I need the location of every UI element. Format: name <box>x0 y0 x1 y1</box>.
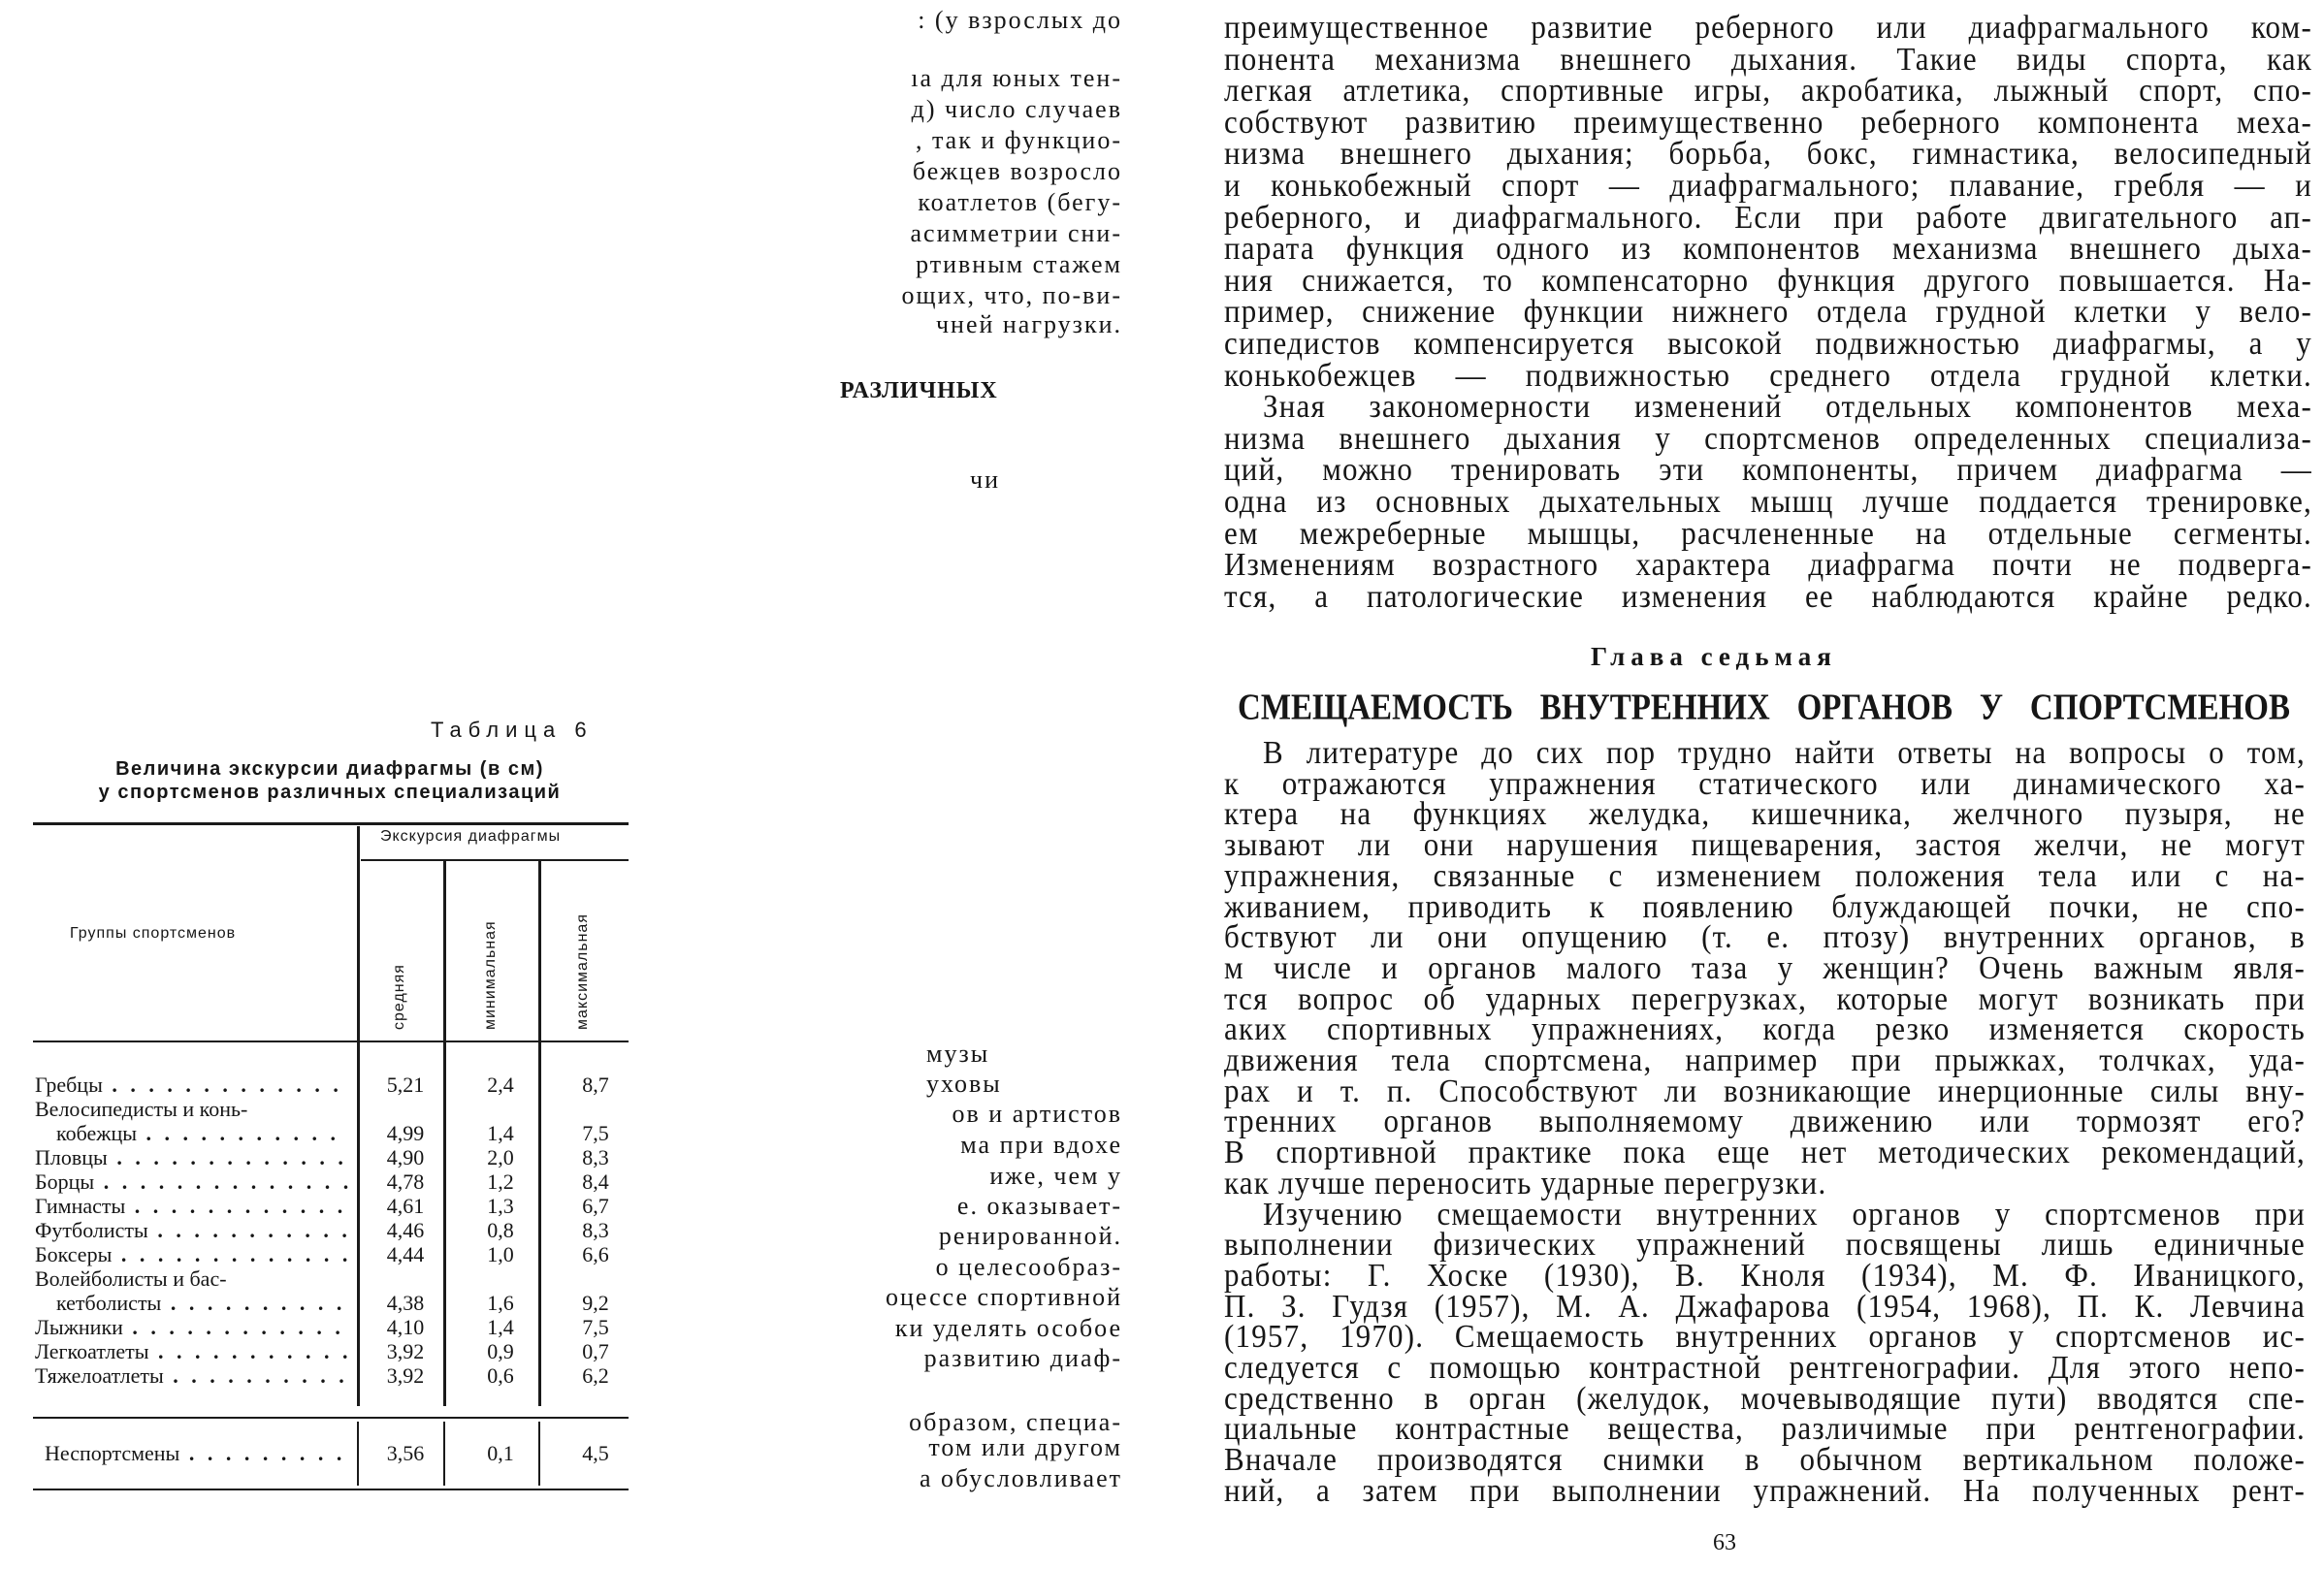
span-underline <box>361 859 629 861</box>
table-top-rule <box>33 822 629 825</box>
text-line: ем межреберные мышцы, расчлененные на отдельные сегменты. <box>1224 514 2312 551</box>
text-line: : (у взрослых до <box>918 6 1122 34</box>
text-line: иже, чем у <box>989 1162 1122 1190</box>
text-line: асимметрии сни- <box>910 219 1122 247</box>
chapter-label: Глава седьмая <box>1591 642 1837 671</box>
row-value: 2,0 <box>487 1145 514 1169</box>
text-line: рах и т. п. Способствуют ли возникающие инерционные силы вну- <box>1224 1072 2306 1109</box>
row-value: 7,5 <box>582 1315 609 1339</box>
row-value: 8,3 <box>582 1145 609 1169</box>
row-value: 3,92 <box>386 1339 425 1363</box>
row-value: 1,0 <box>487 1242 514 1266</box>
text-line: ния снижается, то компенсаторно функция другого повышается. На- <box>1224 261 2312 299</box>
row-value: 4,99 <box>386 1121 425 1145</box>
table-divider-line <box>357 1422 359 1486</box>
row-name: Велосипедисты и конь- <box>35 1097 248 1121</box>
chapter-title: СМЕЩАЕМОСТЬ ВНУТРЕННИХ ОРГАНОВ У СПОРТСМЕНОВ <box>1238 688 2290 728</box>
row-value: 6,7 <box>582 1194 609 1218</box>
text-line: ıа для юных тен- <box>911 64 1122 92</box>
text-line: чней нагрузки. <box>935 310 1122 338</box>
row-value: 1,3 <box>487 1194 514 1218</box>
row-name: кобежцы . . . <box>56 1121 349 1145</box>
text-line: , так и функцио- <box>916 126 1122 154</box>
text-line: конькобежцев — подвижностью среднего отдела грудной клетки. <box>1224 356 2312 393</box>
row-name: Гимнасты . . . <box>35 1194 349 1218</box>
row-name: Легкоатлеты . . . <box>35 1339 349 1363</box>
text-line: к отражаются упражнения статического или динамического ха- <box>1224 764 2306 802</box>
text-line: и конькобежный спорт — диафрагмального; плавание, гребля — и <box>1224 166 2312 204</box>
text-line: бствуют ли они опущению (т. е. птозу) внутренних органов, в <box>1224 917 2306 955</box>
row-name: Борцы . . . <box>35 1169 349 1194</box>
row-value: 4,44 <box>386 1242 425 1266</box>
row-name: Боксеры . . . <box>35 1242 349 1266</box>
text-line: аких спортивных упражнениях, когда резко изменяется скорость <box>1224 1009 2306 1047</box>
text-line: низма внешнего дыхания у спортсменов определенных специализа- <box>1224 419 2312 457</box>
text-line: ций, можно тренировать эти компоненты, причем диафрагма — <box>1224 450 2312 488</box>
text-line: Зная закономерности изменений отдельных компонентов меха- <box>1263 387 2312 425</box>
table-bottom-rule <box>33 1489 629 1490</box>
row-name: кетболисты . . . <box>56 1291 349 1315</box>
text-line: е. оказывает- <box>956 1192 1122 1220</box>
text-line: движения тела спортсмена, например при прыжках, толчках, уда- <box>1224 1041 2306 1078</box>
text-line: (1957, 1970). Смещаемость внутренних органов у спортсменов ис- <box>1224 1317 2306 1355</box>
row-name: Гребцы . . . <box>35 1073 349 1097</box>
text-line: средственно в орган (желудок, мочевыводящие пути) вводятся спе- <box>1224 1379 2306 1417</box>
span-header: Экскурсия диафрагмы <box>380 828 562 845</box>
control-group-rule <box>33 1417 629 1419</box>
text-line: В спортивной практике пока еще нет методических рекомендаций, <box>1224 1133 2306 1170</box>
row-value: 0,6 <box>487 1363 514 1388</box>
text-line: а обусловливает <box>920 1464 1122 1492</box>
control-row-value: 0,1 <box>487 1441 514 1465</box>
table-label: Таблица 6 <box>431 718 594 742</box>
row-value: 0,9 <box>487 1339 514 1363</box>
row-value: 1,4 <box>487 1315 514 1339</box>
text-line: как лучше переносить ударные перегрузки. <box>1224 1164 1827 1201</box>
text-line: П. З. Гудзя (1957), М. А. Джафарова (1954, 1968), П. К. Левчина <box>1224 1287 2306 1324</box>
text-line: ов и артистов <box>952 1100 1122 1128</box>
control-row-value: 4,5 <box>582 1441 609 1465</box>
page-number: 63 <box>1713 1530 1736 1555</box>
row-value: 4,38 <box>386 1291 425 1315</box>
text-line: собствуют развитию преимущественно реберного компонента меха- <box>1224 103 2312 141</box>
row-value: 0,8 <box>487 1218 514 1242</box>
text-fragment: чи <box>970 465 1000 494</box>
row-value: 4,10 <box>386 1315 425 1339</box>
control-row-name: Неспортсмены . . . <box>45 1441 349 1465</box>
text-line: преимущественное развитие реберного или диафрагмального ком- <box>1224 8 2312 46</box>
row-value: 5,21 <box>386 1073 425 1097</box>
text-line: живанием, приводить к появлению блуждающей почки, не спо- <box>1224 887 2306 924</box>
text-line: коатлетов (бегу- <box>918 188 1122 216</box>
row-value: 2,4 <box>487 1073 514 1097</box>
text-line: упражнения, связанные с изменением положения тела или с на- <box>1224 856 2306 894</box>
text-line: В литературе до сих пор трудно найти ответы на вопросы о том, <box>1263 733 2306 771</box>
text-line: работы: Г. Хоске (1930), В. Кноля (1934), М. Ф. Иваницкого, <box>1224 1256 2306 1294</box>
text-line: пример, снижение функции нижнего отдела грудной клетки у вело- <box>1224 292 2312 330</box>
column-header: минимальная <box>482 920 499 1030</box>
row-value: 8,4 <box>582 1169 609 1194</box>
text-line: реберного, и диафрагмального. Если при работе двигательного ап- <box>1224 198 2312 235</box>
row-value: 4,46 <box>386 1218 425 1242</box>
text-line: Вначале производятся снимки в обычном вертикальном положе- <box>1224 1440 2306 1478</box>
row-name: Волейболисты и бас- <box>35 1266 227 1291</box>
text-line: парата функция одного из компонентов механизма внешнего дыха- <box>1224 229 2312 267</box>
text-line: легкая атлетика, спортивные игры, акробатика, лыжный спорт, спо- <box>1224 71 2312 109</box>
text-line: ма при вдохе <box>960 1131 1122 1159</box>
text-line: ктера на функциях желудка, кишечника, желчного пузыря, не <box>1224 794 2306 832</box>
text-line: оцессе спортивной <box>885 1283 1122 1311</box>
row-name: Пловцы . . . <box>35 1145 349 1169</box>
row-value: 4,78 <box>386 1169 425 1194</box>
text-line: следуется с помощью контрастной рентгенографии. Для этого непо- <box>1224 1348 2306 1386</box>
row-value: 4,90 <box>386 1145 425 1169</box>
table-title-line: Величина экскурсии диафрагмы (в см) <box>115 758 544 780</box>
text-line: ний, а затем при выполнении упражнений. На полученных рент- <box>1224 1471 2306 1509</box>
table-divider-line <box>357 826 360 1406</box>
text-line: м числе и органов малого таза у женщин? Очень важным явля- <box>1224 948 2306 986</box>
row-value: 4,61 <box>386 1194 425 1218</box>
text-line: уховы <box>926 1070 1002 1098</box>
text-line: выполнении физических упражнений посвящены лишь единичные <box>1224 1225 2306 1263</box>
row-value: 3,92 <box>386 1363 425 1388</box>
row-value: 8,7 <box>582 1073 609 1097</box>
row-value: 6,2 <box>582 1363 609 1388</box>
text-line: сипедистов компенсируется высокой подвижностью диафрагмы, а у <box>1224 324 2312 362</box>
text-line: тся, а патологические изменения ее наблюдаются крайне редко. <box>1224 577 2312 615</box>
row-value: 9,2 <box>582 1291 609 1315</box>
row-value: 7,5 <box>582 1121 609 1145</box>
column-header: максимальная <box>574 913 591 1030</box>
text-line: ртивным стажем <box>916 250 1122 278</box>
text-line: тренних органов выполняемому движению или тормозят его? <box>1224 1102 2306 1139</box>
text-line: понента механизма внешнего дыхания. Такие виды спорта, как <box>1224 40 2312 77</box>
text-line: ки уделять особое <box>894 1314 1122 1342</box>
table-title-line: у спортсменов различных специализаций <box>98 782 562 803</box>
text-line: низма внешнего дыхания; борьба, бокс, гимнастика, велосипедный <box>1224 134 2312 172</box>
text-line: д) число случаев <box>911 95 1122 123</box>
group-column-header: Группы спортсменов <box>70 925 237 942</box>
text-line: циальные контрастные вещества, различимые при рентгенографии. <box>1224 1409 2306 1447</box>
column-header: средняя <box>391 964 407 1030</box>
row-name: Тяжелоатлеты . . . <box>35 1363 349 1388</box>
row-name: Лыжники . . . <box>35 1315 349 1339</box>
text-line: Изучению смещаемости внутренних органов у спортсменов при <box>1263 1195 2306 1232</box>
row-value: 6,6 <box>582 1242 609 1266</box>
text-line: о целесообраз- <box>935 1253 1122 1281</box>
header-bottom-rule <box>33 1041 629 1042</box>
control-row-value: 3,56 <box>386 1441 425 1465</box>
text-line: образом, специа- <box>909 1408 1122 1436</box>
text-line: зывают ли они нарушения пищеварения, застоя желчи, не могут <box>1224 825 2306 863</box>
text-line: одна из основных дыхательных мышц лучше поддается тренировке, <box>1224 482 2312 520</box>
row-value: 0,7 <box>582 1339 609 1363</box>
row-value: 1,6 <box>487 1291 514 1315</box>
text-line: ощих, что, по-ви- <box>901 281 1122 309</box>
row-value: 8,3 <box>582 1218 609 1242</box>
row-value: 1,2 <box>487 1169 514 1194</box>
text-line: музы <box>926 1040 990 1068</box>
row-name: Футболисты . . . <box>35 1218 349 1242</box>
row-value: 1,4 <box>487 1121 514 1145</box>
section-heading-fragment: РАЗЛИЧНЫХ <box>840 378 998 403</box>
text-line: том или другом <box>928 1433 1122 1461</box>
text-line: развитию диаф- <box>923 1344 1122 1372</box>
text-line: тся вопрос об ударных перегрузках, которые могут возникать при <box>1224 979 2306 1016</box>
text-line: Изменениям возрастного характера диафрагма почти не подверга- <box>1224 545 2312 583</box>
text-line: бежцев возросло <box>912 157 1122 185</box>
text-line: ренированной. <box>938 1222 1122 1250</box>
